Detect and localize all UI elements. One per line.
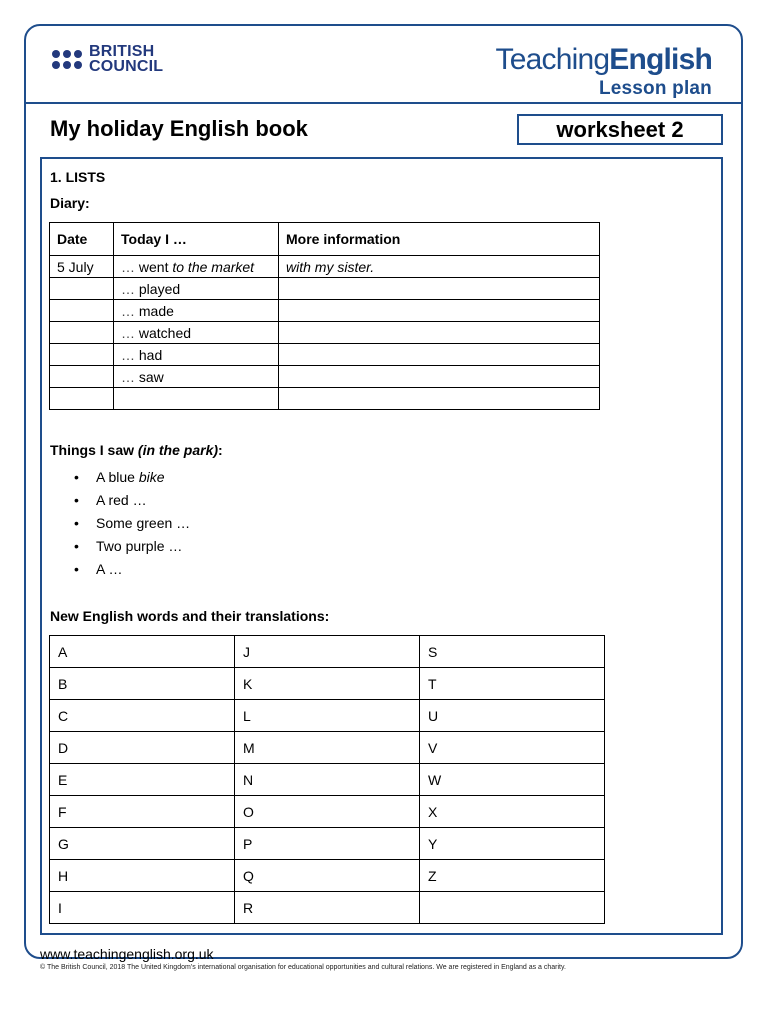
worksheet-label: worksheet 2 — [517, 114, 723, 145]
words-table — [49, 635, 605, 924]
table-row — [50, 860, 605, 892]
word-cell: H — [50, 860, 235, 892]
logo-english: English — [609, 43, 712, 76]
word-cell: K — [235, 668, 420, 700]
word-cell: J — [235, 636, 420, 668]
table-row — [50, 636, 605, 668]
word-cell: T — [420, 668, 605, 700]
diary-date-cell — [50, 322, 114, 344]
diary-info-cell — [279, 344, 600, 366]
list-item-text: A blue — [96, 469, 135, 485]
diary-date-cell — [50, 388, 114, 410]
diary-date-cell — [50, 344, 114, 366]
word-cell: U — [420, 700, 605, 732]
lesson-plan-label: Lesson plan — [598, 78, 712, 99]
word-cell: I — [50, 892, 235, 924]
diary-verb: watched — [138, 324, 192, 341]
diary-extra: to the market — [172, 258, 255, 275]
word-cell: L — [235, 700, 420, 732]
word-cell: Q — [235, 860, 420, 892]
table-row — [50, 764, 605, 796]
ellipsis: … — [121, 280, 135, 297]
list-item-text: Two purple … — [96, 538, 183, 554]
word-cell: C — [50, 700, 235, 732]
footer-copyright: © The British Council, 2018 The United Kingdom’s international organisation for educational opportunities and cultural relations. We are registered in England as a charity. — [40, 964, 566, 971]
list-item-text: Some green … — [96, 515, 191, 531]
list-item-italic: bike — [138, 469, 165, 485]
diary-info-cell — [279, 300, 600, 322]
diary-header-today: Today I … — [114, 223, 279, 256]
list-item — [52, 489, 190, 512]
word-cell: A — [50, 636, 235, 668]
header-divider — [24, 102, 743, 104]
diary-today-cell — [114, 256, 279, 278]
word-cell: G — [50, 828, 235, 860]
footer-url: www.teachingenglish.org.uk — [40, 946, 214, 962]
teaching-english-logo — [496, 44, 712, 100]
diary-row — [50, 366, 600, 388]
diary-info-cell — [279, 278, 600, 300]
ellipsis: … — [121, 258, 135, 275]
things-saw-list — [52, 466, 190, 581]
word-cell: V — [420, 732, 605, 764]
diary-verb: played — [138, 280, 181, 297]
diary-table — [49, 222, 600, 410]
word-cell: E — [50, 764, 235, 796]
document-title: My holiday English book — [50, 116, 308, 141]
diary-info-cell — [279, 256, 600, 278]
diary-row — [50, 256, 600, 278]
diary-row — [50, 344, 600, 366]
diary-today-cell — [114, 278, 279, 300]
logo-line-2: COUNCIL — [89, 58, 164, 75]
logo-teaching: Teaching — [495, 43, 610, 76]
diary-header-date: Date — [50, 223, 114, 256]
diary-date-cell — [50, 366, 114, 388]
list-item — [52, 466, 190, 489]
ellipsis: … — [121, 324, 135, 341]
diary-date-cell: 5 July — [50, 256, 114, 278]
word-cell: R — [235, 892, 420, 924]
word-cell: P — [235, 828, 420, 860]
list-item — [52, 535, 190, 558]
diary-verb: went — [138, 258, 169, 275]
word-cell: X — [420, 796, 605, 828]
list-item — [52, 558, 190, 581]
diary-today-cell — [114, 300, 279, 322]
word-cell: M — [235, 732, 420, 764]
word-cell: B — [50, 668, 235, 700]
table-row — [50, 700, 605, 732]
things-saw-label: Things I saw (in the park): — [50, 442, 223, 458]
table-row — [50, 892, 605, 924]
logo-line-1: BRITISH — [89, 43, 155, 60]
diary-header-info: More information — [279, 223, 600, 256]
diary-today-cell — [114, 366, 279, 388]
list-item-text: A … — [96, 561, 123, 577]
diary-info-cell — [279, 366, 600, 388]
diary-date-cell — [50, 300, 114, 322]
diary-info-text: with my sister. — [286, 258, 375, 275]
diary-date-cell — [50, 278, 114, 300]
diary-row — [50, 322, 600, 344]
word-cell — [420, 892, 605, 924]
diary-row — [50, 388, 600, 410]
diary-row — [50, 278, 600, 300]
diary-label: Diary: — [50, 195, 90, 211]
diary-today-cell — [114, 344, 279, 366]
table-row — [50, 668, 605, 700]
ellipsis: … — [121, 302, 135, 319]
word-cell: N — [235, 764, 420, 796]
list-item — [52, 512, 190, 535]
diary-verb: saw — [138, 368, 164, 385]
section-title: 1. LISTS — [50, 169, 106, 185]
ellipsis: … — [121, 368, 135, 385]
diary-info-cell — [279, 322, 600, 344]
words-label: New English words and their translations: — [50, 608, 330, 624]
table-row — [50, 796, 605, 828]
word-cell: O — [235, 796, 420, 828]
table-row — [50, 732, 605, 764]
word-cell: D — [50, 732, 235, 764]
diary-info-cell — [279, 388, 600, 410]
diary-verb: made — [138, 302, 174, 319]
diary-today-cell — [114, 388, 279, 410]
word-cell: Y — [420, 828, 605, 860]
british-council-dots-icon — [52, 50, 82, 69]
word-cell: F — [50, 796, 235, 828]
word-cell: W — [420, 764, 605, 796]
list-item-text: A red … — [96, 492, 147, 508]
word-cell: S — [420, 636, 605, 668]
british-council-logo — [52, 44, 163, 74]
word-cell: Z — [420, 860, 605, 892]
diary-verb: had — [138, 346, 163, 363]
ellipsis: … — [121, 346, 135, 363]
diary-today-cell — [114, 322, 279, 344]
table-row — [50, 828, 605, 860]
diary-row — [50, 300, 600, 322]
